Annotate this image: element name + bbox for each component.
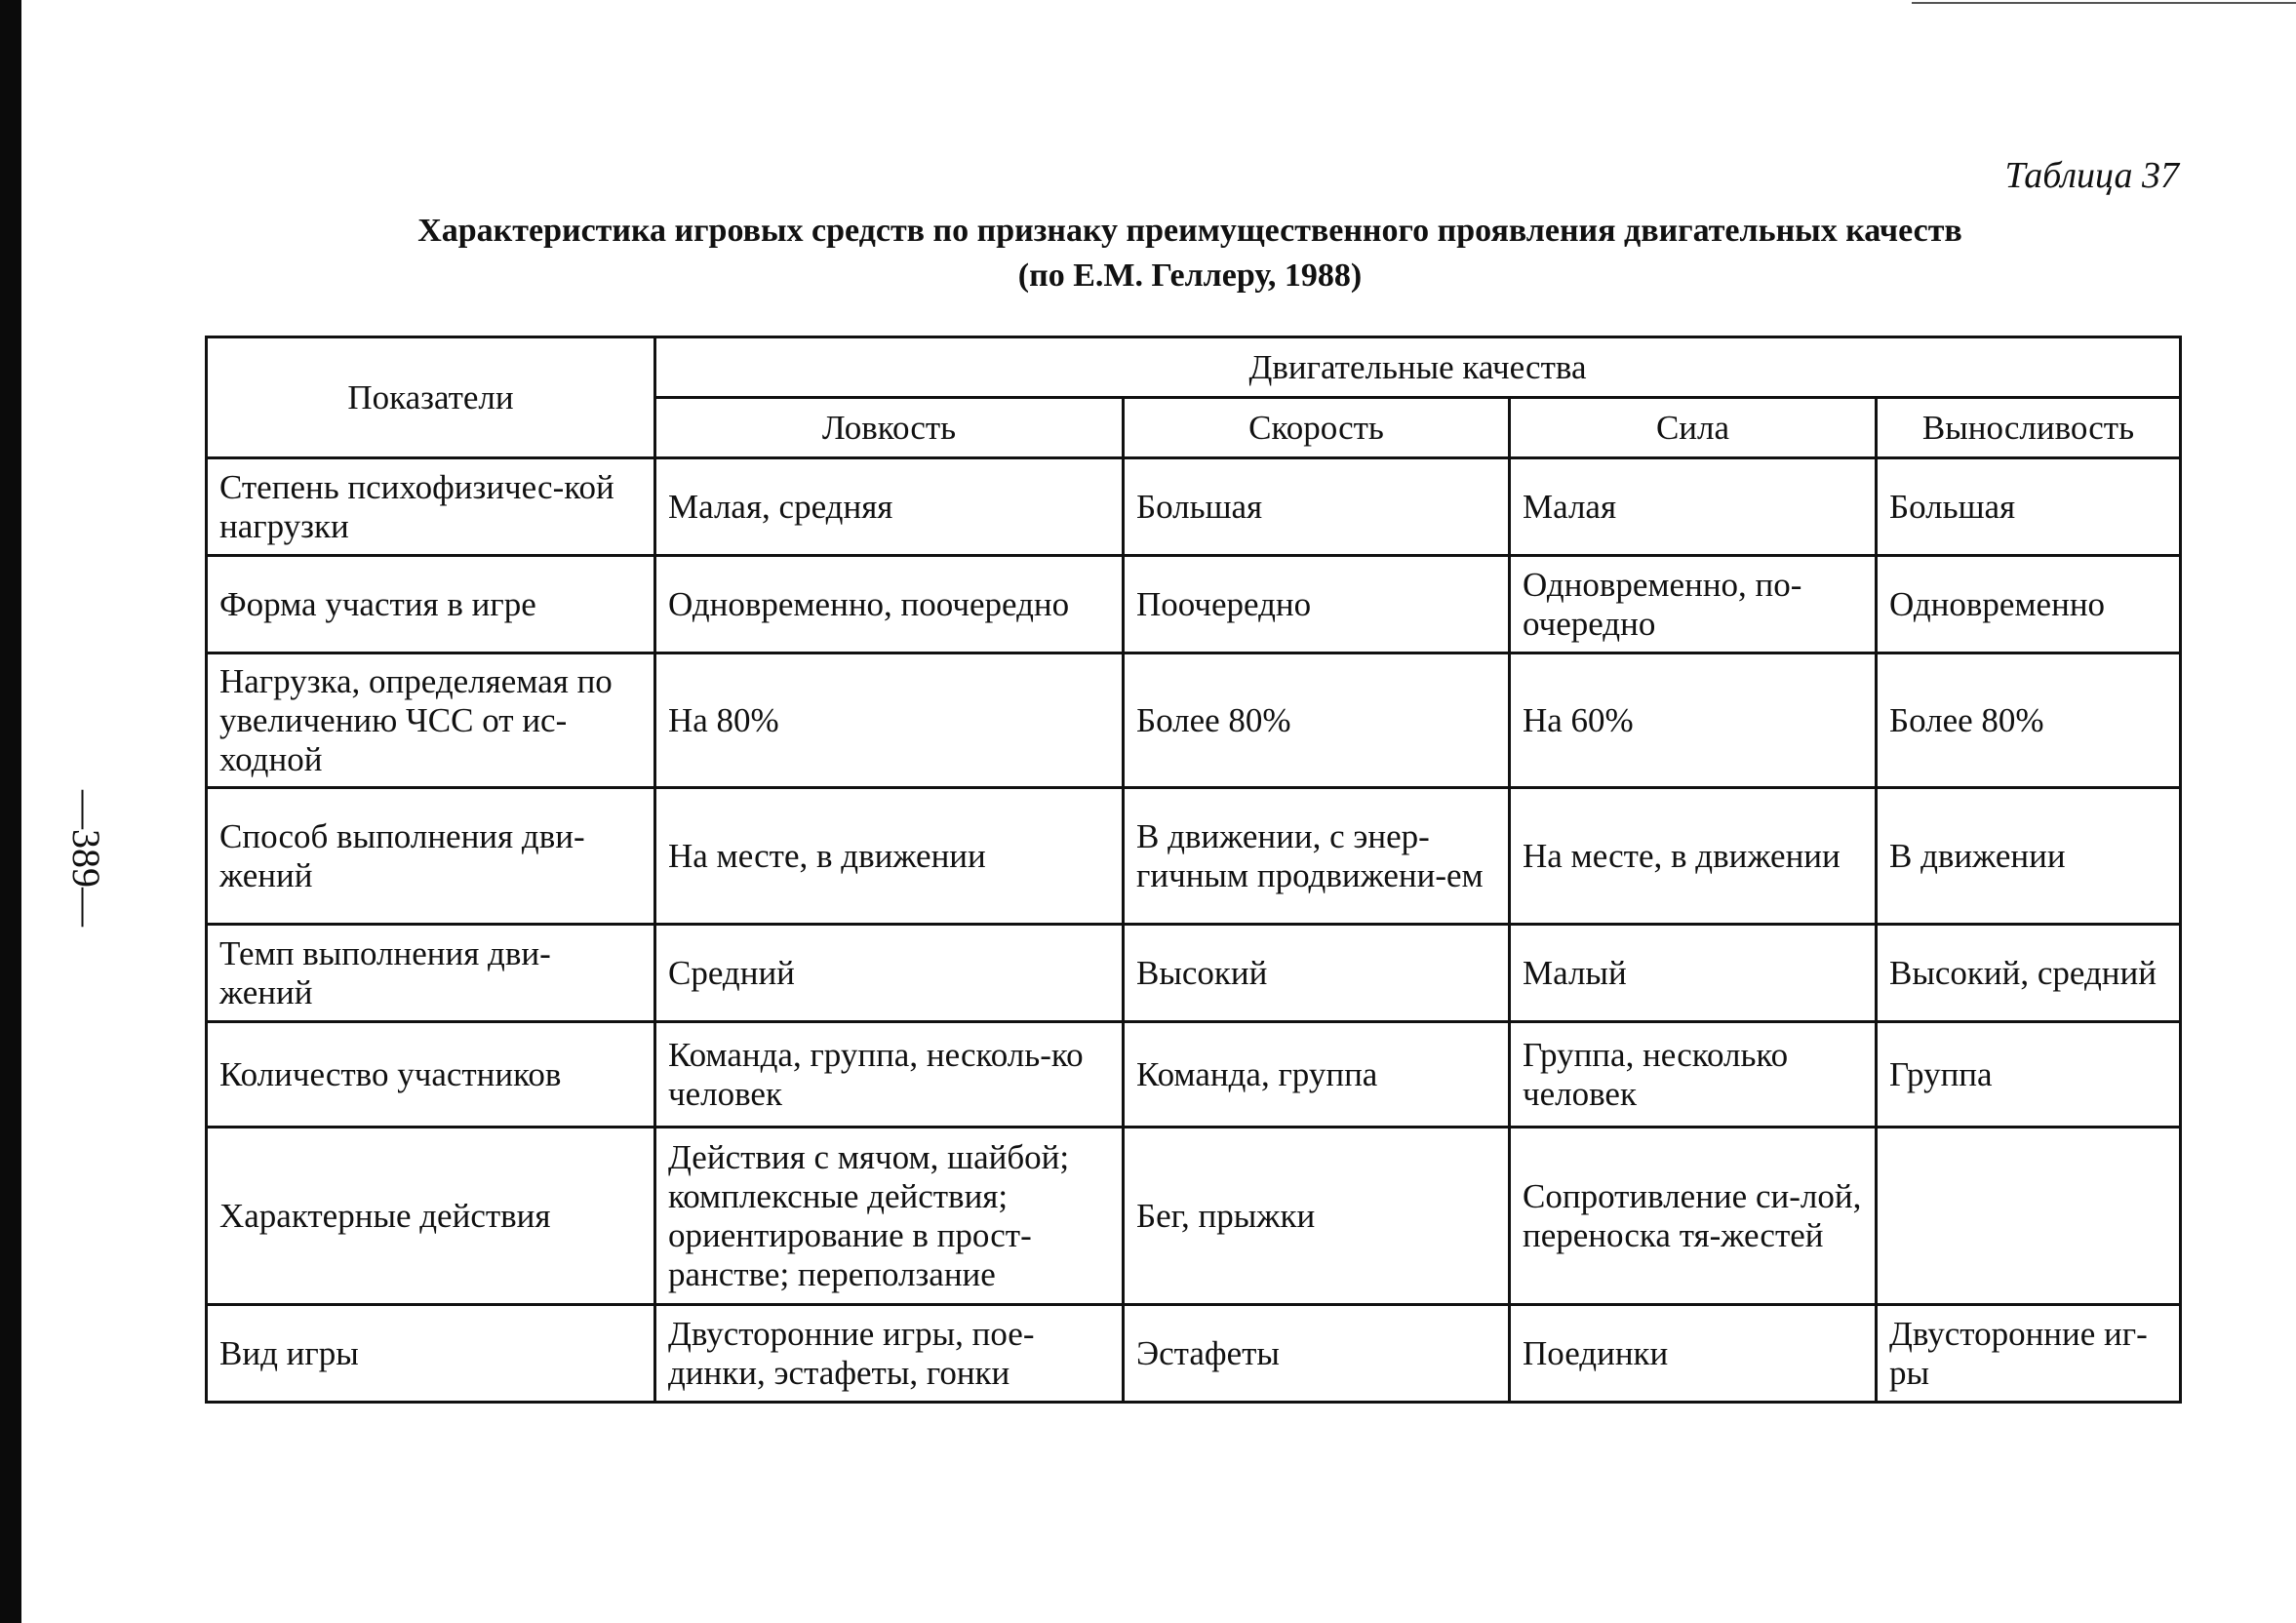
table-cell: Группа, несколько человек: [1510, 1022, 1877, 1128]
table-cell: Двусторонние игры, пое-динки, эстафеты, гонки: [655, 1305, 1124, 1403]
column-header: Скорость: [1124, 398, 1510, 458]
table-cell: Одновременно, поочередно: [655, 556, 1124, 653]
column-header: Ловкость: [655, 398, 1124, 458]
table-cell: Бег, прыжки: [1124, 1128, 1510, 1305]
table-cell: Малый: [1510, 925, 1877, 1022]
table-cell: Более 80%: [1124, 653, 1510, 788]
table-cell: На 60%: [1510, 653, 1877, 788]
page-number: —389—: [64, 790, 108, 927]
table-cell: Сопротивление си-лой, переноска тя-жестей: [1510, 1128, 1877, 1305]
characteristics-table: [205, 336, 2182, 1404]
row-label: Темп выполнения дви-жений: [207, 925, 655, 1022]
scan-edge-shadow: [0, 0, 21, 1623]
top-rule: [1912, 2, 2296, 4]
table-cell: Большая: [1877, 458, 2181, 556]
table-cell: Более 80%: [1877, 653, 2181, 788]
table-title-line-1: Характеристика игровых средств по признаку преимущественного проявления двигательных качеств: [417, 213, 1962, 249]
column-header: Выносливость: [1877, 398, 2181, 458]
column-header: Сила: [1510, 398, 1877, 458]
corner-header: Показатели: [207, 337, 655, 458]
table-number: Таблица 37: [2004, 155, 2179, 196]
table-row: [207, 1305, 2181, 1403]
table-cell: Малая: [1510, 458, 1877, 556]
table-cell: Высокий: [1124, 925, 1510, 1022]
table-row: [207, 458, 2181, 556]
row-label: Способ выполнения дви-жений: [207, 788, 655, 925]
table-cell: Малая, средняя: [655, 458, 1124, 556]
table-cell: Большая: [1124, 458, 1510, 556]
table-cell: Двусторонние иг-ры: [1877, 1305, 2181, 1403]
table-title-line-2: (по Е.М. Геллеру, 1988): [1017, 257, 1363, 294]
table-cell: На месте, в движении: [1510, 788, 1877, 925]
table-cell: Группа: [1877, 1022, 2181, 1128]
table-cell: Высокий, средний: [1877, 925, 2181, 1022]
table-cell: Действия с мячом, шайбой; комплексные действия; ориентирование в прост-ранстве; переползание: [655, 1128, 1124, 1305]
table-cell: Команда, группа, несколь-ко человек: [655, 1022, 1124, 1128]
row-label: Вид игры: [207, 1305, 655, 1403]
table-cell: Команда, группа: [1124, 1022, 1510, 1128]
row-label: Форма участия в игре: [207, 556, 655, 653]
table-title: [195, 209, 2185, 298]
header-row-1: [207, 337, 2181, 398]
table-cell: Одновременно, по-очередно: [1510, 556, 1877, 653]
table-cell: В движении, с энер-гичным продвижени-ем: [1124, 788, 1510, 925]
row-label: Степень психофизичес-кой нагрузки: [207, 458, 655, 556]
table-cell: Поединки: [1510, 1305, 1877, 1403]
table-row: [207, 925, 2181, 1022]
table-row: [207, 788, 2181, 925]
row-label: Количество участников: [207, 1022, 655, 1128]
table-row: [207, 1022, 2181, 1128]
table-cell: На 80%: [655, 653, 1124, 788]
table-row: [207, 556, 2181, 653]
table-cell: Эстафеты: [1124, 1305, 1510, 1403]
table-cell: [1877, 1128, 2181, 1305]
table-row: [207, 1128, 2181, 1305]
table-row: [207, 653, 2181, 788]
group-header: Двигательные качества: [655, 337, 2181, 398]
table-cell: Поочередно: [1124, 556, 1510, 653]
table-cell: В движении: [1877, 788, 2181, 925]
table-cell: Одновременно: [1877, 556, 2181, 653]
table-cell: Средний: [655, 925, 1124, 1022]
table-cell: На месте, в движении: [655, 788, 1124, 925]
row-label: Характерные действия: [207, 1128, 655, 1305]
row-label: Нагрузка, определяемая по увеличению ЧСС от ис-ходной: [207, 653, 655, 788]
